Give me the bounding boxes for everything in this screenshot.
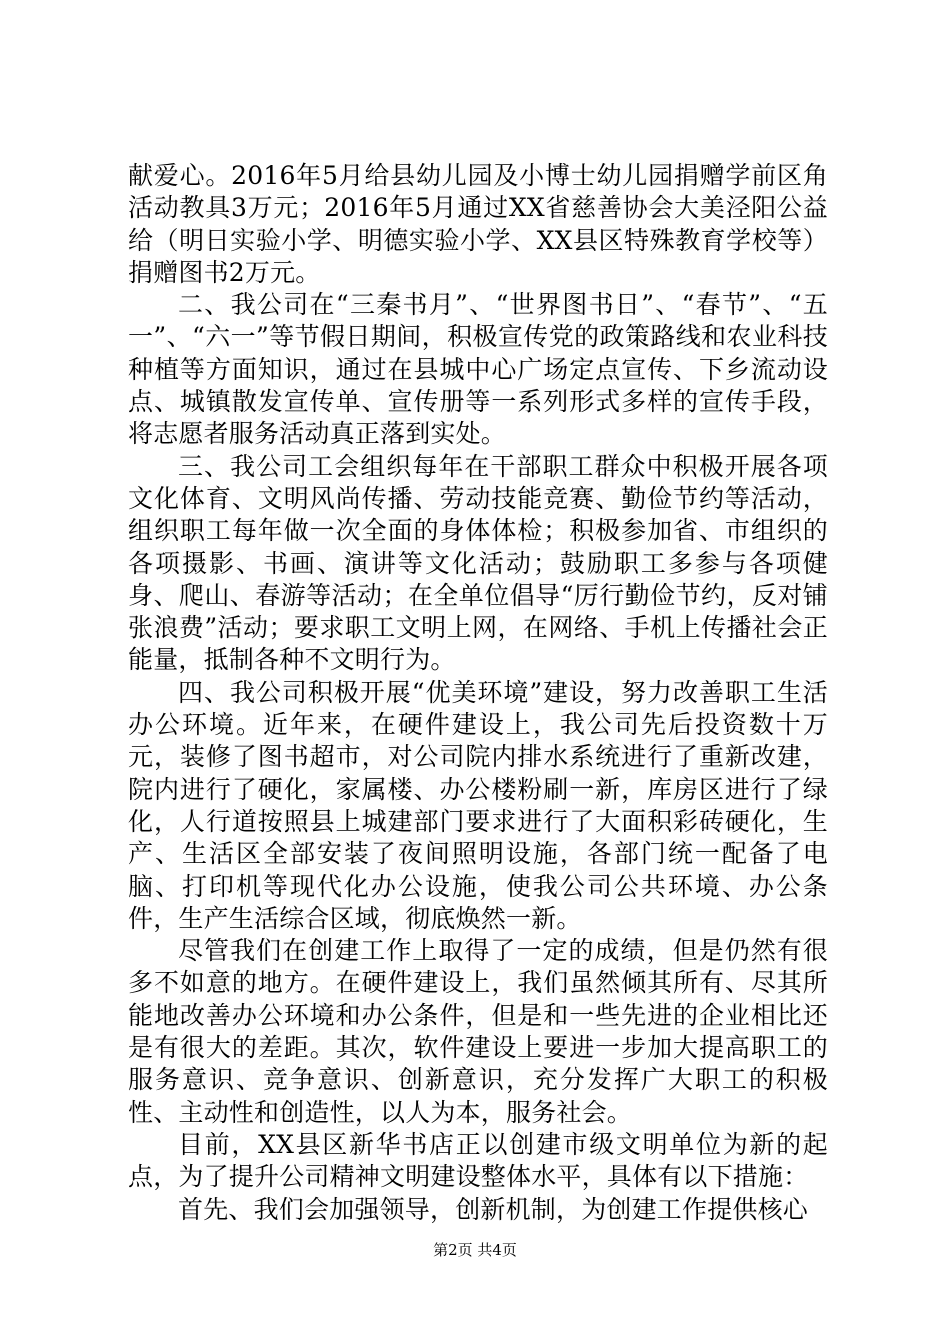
document-body (128, 160, 828, 1226)
paragraph-section-four: 四、我公司积极开展“优美环境”建设，努力改善职工生活办公环境。近年来，在硬件建设上，我公司先后投资数十万元，装修了图书超市，对公司院内排水系统进行了重新改建，院内进行了硬化，家属楼、办公楼粉刷一新，库房区进行了绿化，人行道按照县上城建部门要求进行了大面积彩砖硬化，生产、生活区全部安装了夜间照明设施，各部门统一配备了电脑、打印机等现代化办公设施，使我公司公共环境、办公条件，生产生活综合区域，彻底焕然一新。 (128, 677, 828, 933)
paragraph-shortcomings: 尽管我们在创建工作上取得了一定的成绩，但是仍然有很多不如意的地方。在硬件建设上，我们虽然倾其所有、尽其所能地改善办公环境和办公条件，但是和一些先进的企业相比还是有很大的差距。其次，软件建设上要进一步加大提高职工的服务意识、竞争意识、创新意识，充分发挥广大职工的积极性、主动性和创造性，以人为本，服务社会。 (128, 936, 828, 1127)
paragraph-section-two: 二、我公司在“三秦书月”、“世界图书日”、“春节”、“五一”、“六一”等节假日期间，积极宣传党的政策路线和农业科技种植等方面知识，通过在县城中心广场定点宣传、下乡流动设点、城镇散发宣传单、宣传册等一系列形式多样的宣传手段，将志愿者服务活动真正落到实处。 (128, 290, 828, 449)
paragraph-section-three: 三、我公司工会组织每年在干部职工群众中积极开展各项文化体育、文明风尚传播、劳动技能竞赛、勤俭节约等活动，组织职工每年做一次全面的身体体检；积极参加省、市组织的各项摄影、书画、演讲等文化活动；鼓励职工多参与各项健身、爬山、春游等活动；在全单位倡导“厉行勤俭节约，反对铺张浪费”活动；要求职工文明上网，在网络、手机上传播社会正能量，抵制各种不文明行为。 (128, 451, 828, 675)
paragraph-donations: 献爱心。2016年5月给县幼儿园及小博士幼儿园捐赠学前区角活动教具3万元；2016年5月通过XX省慈善协会大美泾阳公益给（明日实验小学、明德实验小学、XX县区特殊教育学校等）捐赠图书2万元。 (128, 161, 828, 287)
paragraph-current-goal: 目前，XX县区新华书店正以创建市级文明单位为新的起点，为了提升公司精神文明建设整体水平，具体有以下措施： (128, 1129, 828, 1192)
page-footer: 第2页 共4页 (433, 1241, 517, 1259)
paragraph-first-measure: 首先、我们会加强领导，创新机制，为创建工作提供核心 (178, 1194, 809, 1224)
